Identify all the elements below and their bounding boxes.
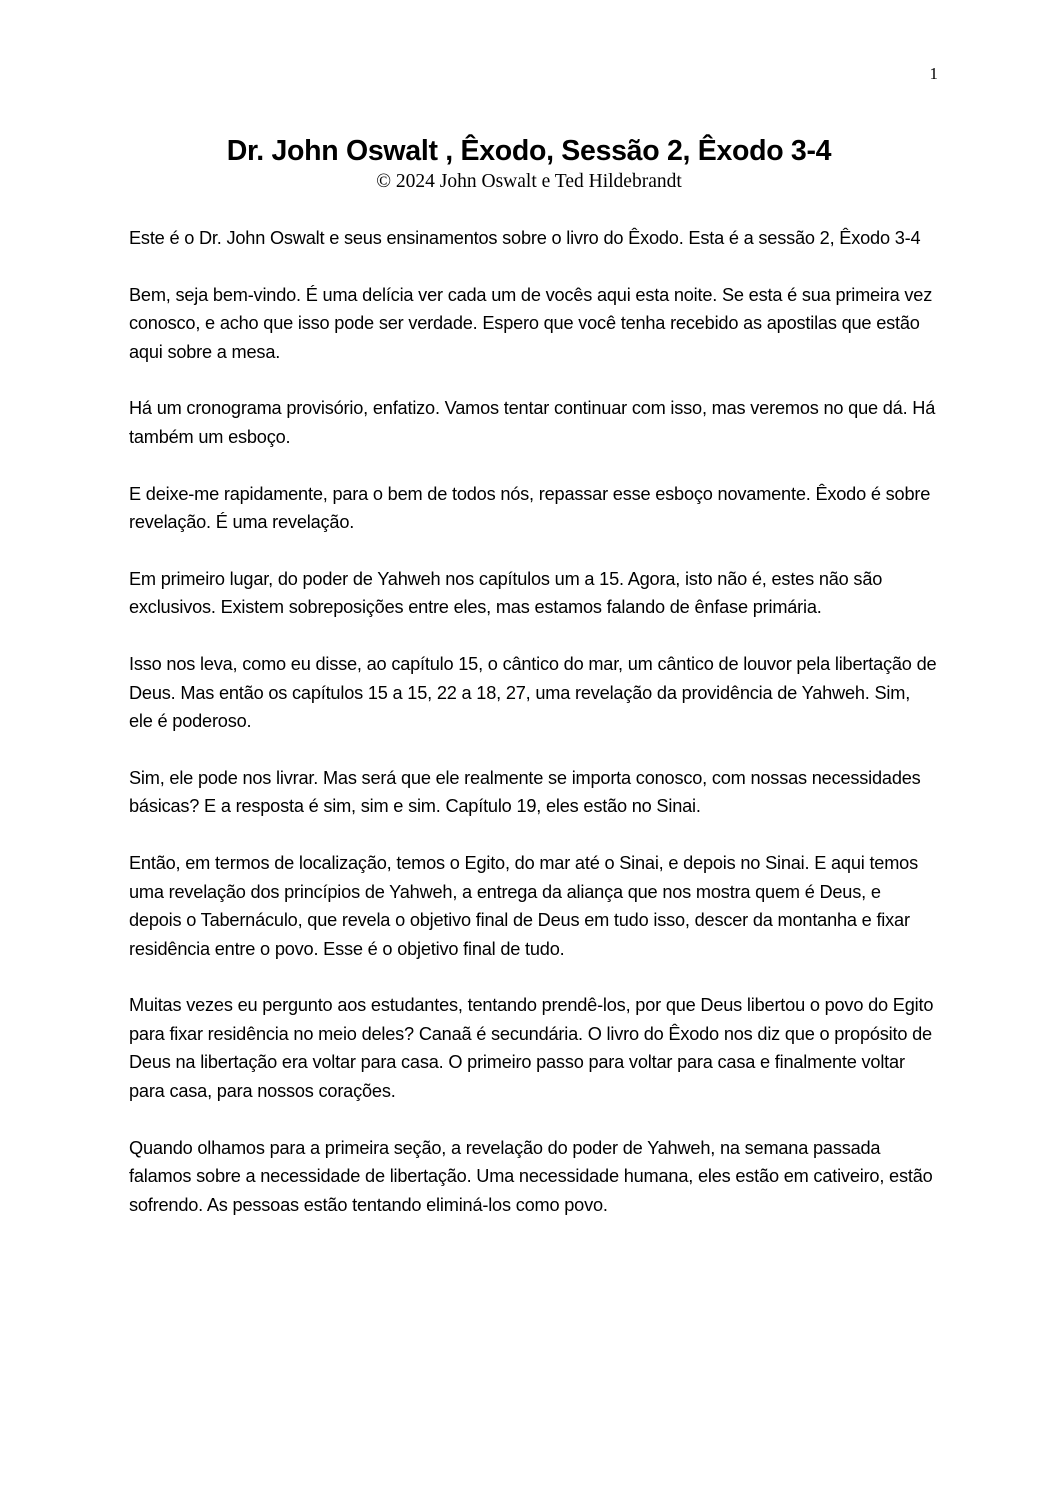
document-body: [129, 224, 937, 1247]
paragraph: Sim, ele pode nos livrar. Mas será que ele realmente se importa conosco, com nossas necessidades básicas? E a resposta é sim, sim e sim. Capítulo 19, eles estão no Sinai.: [129, 767, 921, 817]
paragraph: Muitas vezes eu pergunto aos estudantes, tentando prendê-los, por que Deus libertou o povo do Egito para fixar residência no meio deles? Canaã é secundária. O livro do Êxodo nos diz que o propósito de Deus na libertação era voltar para casa. O primeiro passo para voltar para casa e finalmente voltar para casa, para nossos corações.: [129, 995, 934, 1102]
page-number: 1: [929, 64, 938, 83]
paragraph: Bem, seja bem-vindo. É uma delícia ver cada um de vocês aqui esta noite. Se esta é sua primeira vez conosco, e acho que isso pode ser verdade. Espero que você tenha recebido as apostilas que estão aqui sobre a mesa.: [129, 284, 933, 362]
document-title: Dr. John Oswalt , Êxodo, Sessão 2, Êxodo 3-4: [226, 135, 832, 167]
paragraph: Este é o Dr. John Oswalt e seus ensinamentos sobre o livro do Êxodo. Esta é a sessão 2, Êxodo 3-4: [129, 228, 921, 248]
paragraph: Quando olhamos para a primeira seção, a revelação do poder de Yahweh, na semana passada falamos sobre a necessidade de libertação. Uma necessidade humana, eles estão em cativeiro, estão sofrendo. As pessoas estão tentando eliminá-los como povo.: [129, 1137, 933, 1215]
paragraph: Então, em termos de localização, temos o Egito, do mar até o Sinai, e depois no Sinai. E aqui temos uma revelação dos princípios de Yahweh, a entrega da aliança que nos mostra quem é Deus, e depois o Tabernáculo, que revela o objetivo final de Deus em tudo isso, descer da montanha e fixar residência entre o povo. Esse é o objetivo final de tudo.: [129, 852, 918, 959]
paragraph: E deixe-me rapidamente, para o bem de todos nós, repassar esse esboço novamente. Êxodo é sobre revelação. É uma revelação.: [129, 483, 931, 533]
paragraph: Há um cronograma provisório, enfatizo. Vamos tentar continuar com isso, mas veremos no que dá. Há também um esboço.: [129, 398, 936, 447]
paragraph: Isso nos leva, como eu disse, ao capítulo 15, o cântico do mar, um cântico de louvor pela libertação de Deus. Mas então os capítulos 15 a 15, 22 a 18, 27, uma revelação da providência de Yahweh. Sim, ele é poderoso.: [129, 653, 937, 732]
document-header: [0, 132, 1058, 194]
copyright-line: © 2024 John Oswalt e Ted Hildebrandt: [376, 171, 682, 192]
paragraph: Em primeiro lugar, do poder de Yahweh nos capítulos um a 15. Agora, isto não é, estes não são exclusivos. Existem sobreposições entre eles, mas estamos falando de ênfase primária.: [129, 568, 883, 618]
